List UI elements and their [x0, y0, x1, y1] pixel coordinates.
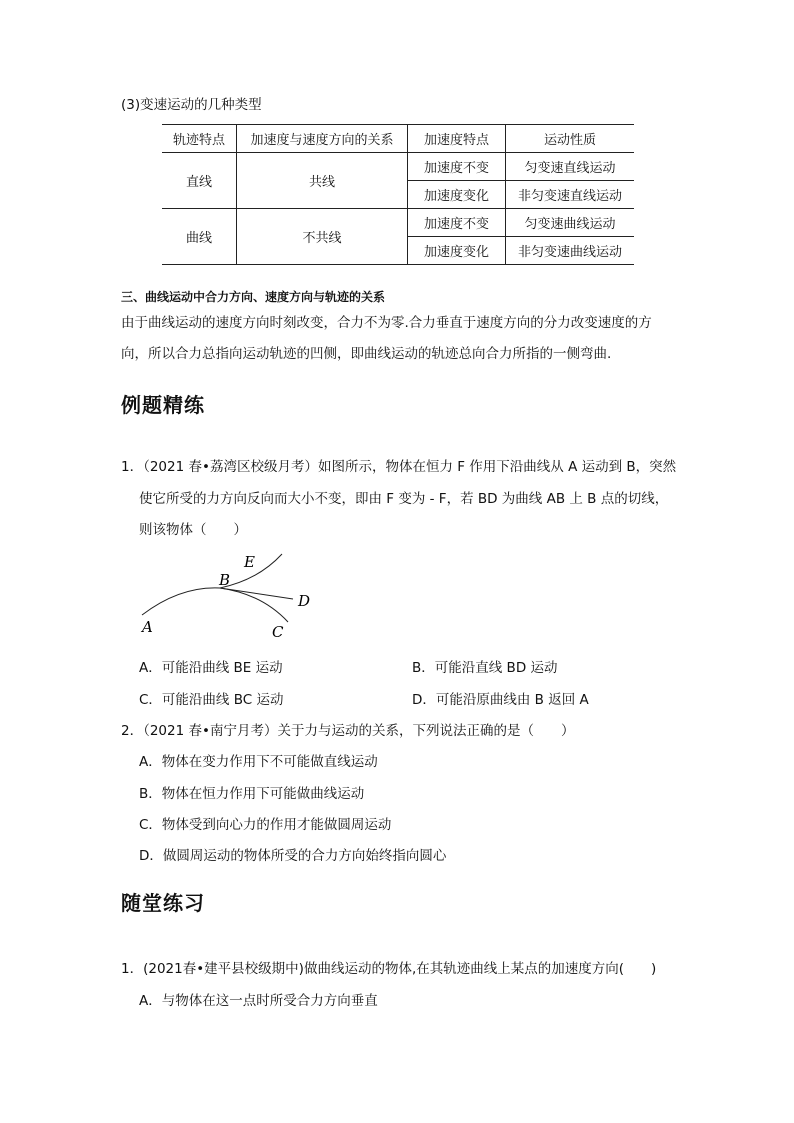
table-cell-accel: 加速度不变: [408, 153, 506, 181]
q2-option-c: C．物体受到向心力的作用才能做圆周运动: [139, 817, 392, 833]
q2-option-b: B．物体在恒力作用下可能做曲线运动: [139, 786, 365, 802]
practice-q1-option-a: A．与物体在这一点时所受合力方向垂直: [139, 993, 378, 1009]
table-cell-nature: 匀变速曲线运动: [506, 209, 635, 237]
question-2-stem: 2．（2021 春•南宁月考）关于力与运动的关系，下列说法正确的是（ ）: [121, 723, 575, 739]
q2-option-d: D．做圆周运动的物体所受的合力方向始终指向圆心: [139, 848, 447, 864]
table-cell-trajectory: 直线: [162, 153, 237, 209]
q1-option-b: B．可能沿直线 BD 运动: [412, 660, 558, 676]
table-header-cell: 加速度与速度方向的关系: [237, 125, 408, 153]
table-header-cell: 运动性质: [506, 125, 635, 153]
table-cell-nature: 匀变速直线运动: [506, 153, 635, 181]
label-a: A: [142, 618, 153, 636]
trajectory-figure: [130, 550, 330, 645]
table-cell-relation: 不共线: [237, 209, 408, 265]
table-cell-relation: 共线: [237, 153, 408, 209]
q1-option-d: D．可能沿原曲线由 B 返回 A: [412, 692, 589, 708]
table-cell-nature: 非匀变速曲线运动: [506, 237, 635, 265]
table-cell-trajectory: 曲线: [162, 209, 237, 265]
table-row: [162, 153, 634, 181]
practice-heading: 随堂练习: [121, 891, 205, 915]
table-cell-nature: 非匀变速直线运动: [506, 181, 635, 209]
part3-title: 三、曲线运动中合力方向、速度方向与轨迹的关系: [121, 290, 386, 304]
table-cell-accel: 加速度变化: [408, 237, 506, 265]
label-c: C: [272, 623, 284, 641]
practice-question-1-stem: 1．(2021春•建平县校级期中)做曲线运动的物体,在其轨迹曲线上某点的加速度方向( ): [121, 961, 657, 977]
table-cell-accel: 加速度不变: [408, 209, 506, 237]
question-1-line-2: 使它所受的力方向反向而大小不变，即由 F 变为 - F，若 BD 为曲线 AB 上 B 点的切线，: [139, 491, 669, 507]
question-1-line-1: 1．（2021 春•荔湾区校级月考）如图所示，物体在恒力 F 作用下沿曲线从 A 运动到 B，突然: [121, 459, 677, 475]
q1-option-a: A．可能沿曲线 BE 运动: [139, 660, 283, 676]
examples-heading: 例题精练: [121, 393, 205, 417]
label-d: D: [298, 592, 311, 610]
part3-line-1: 由于曲线运动的速度方向时刻改变，合力不为零.合力垂直于速度方向的分力改变速度的方: [121, 315, 652, 331]
table-row: [162, 209, 634, 237]
section-title: (3)变速运动的几种类型: [121, 97, 262, 113]
table-cell-accel: 加速度变化: [408, 181, 506, 209]
table-header-cell: 轨迹特点: [162, 125, 237, 153]
label-e: E: [244, 553, 255, 571]
q1-option-c: C．可能沿曲线 BC 运动: [139, 692, 284, 708]
table-header-cell: 加速度特点: [408, 125, 506, 153]
motion-types-table: [162, 124, 634, 265]
part3-line-2: 向，所以合力总指向运动轨迹的凹侧，即曲线运动的轨迹总向合力所指的一侧弯曲.: [121, 346, 612, 362]
curve-ab: [142, 588, 220, 615]
question-1-line-3: 则该物体（ ）: [139, 522, 247, 538]
table-header-row: [162, 125, 634, 153]
q2-option-a: A．物体在变力作用下不可能做直线运动: [139, 754, 378, 770]
label-b: B: [219, 571, 231, 589]
